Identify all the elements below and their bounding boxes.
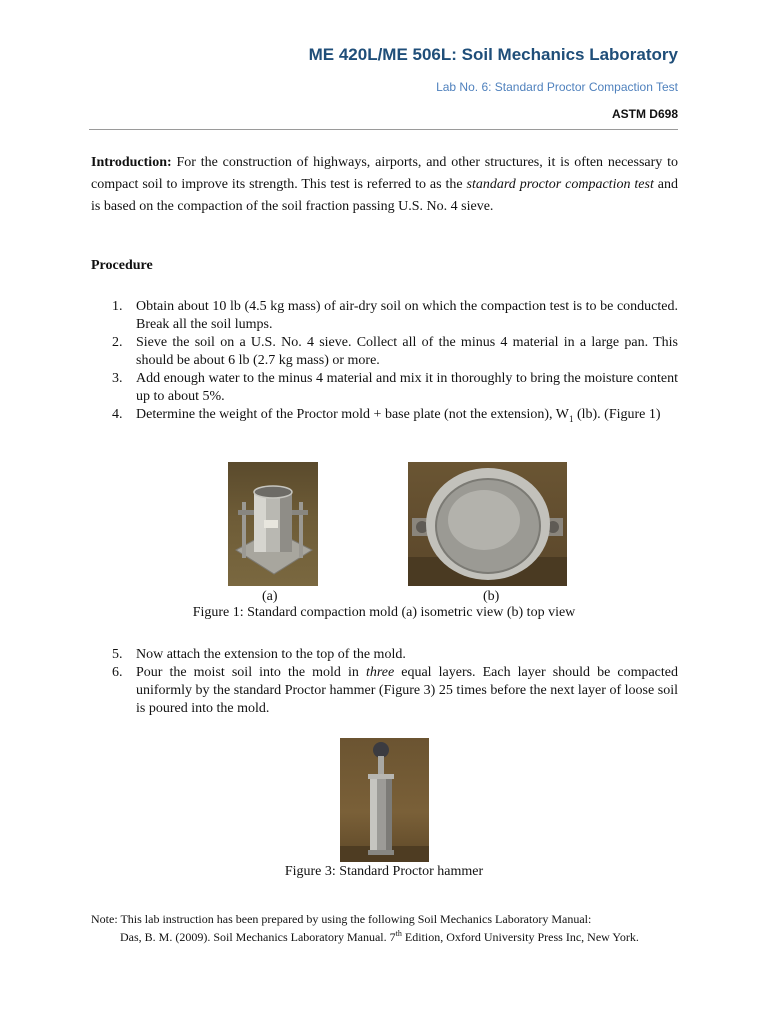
step-number: 2. <box>112 335 123 350</box>
step-emphasis: three <box>365 665 395 680</box>
introduction-paragraph <box>91 152 678 218</box>
procedure-steps-part-1 <box>91 298 678 428</box>
citation-text-continued: Edition, Oxford University Press Inc, New York. <box>401 930 639 944</box>
step-number: 4. <box>112 407 123 422</box>
step-text: Obtain about 10 lb (4.5 kg mass) of air-dry soil on which the compaction test is to be conducted. Break all the soil lumps. <box>136 299 678 332</box>
step-number: 6. <box>112 665 123 680</box>
citation-superscript: th <box>395 929 402 938</box>
introduction-label: Introduction: <box>91 155 172 170</box>
procedure-steps-part-2 <box>91 646 678 718</box>
lab-title: Lab No. 6: Standard Proctor Compaction Test <box>436 80 678 94</box>
compaction-mold-top-view-photo <box>408 462 567 586</box>
course-title: ME 420L/ME 506L: Soil Mechanics Laboratory <box>308 45 678 64</box>
introduction-text-2: and is based on the compaction of the soil fraction passing U.S. No. 4 sieve. <box>91 177 678 214</box>
introduction-emphasis: standard proctor compaction test <box>466 177 654 192</box>
step-text: Sieve the soil on a U.S. No. 4 sieve. Collect all of the minus 4 material in a large pan. This should be about 6 lb (2.7 kg mass) or more. <box>136 335 678 368</box>
figure-1a-label: (a) <box>262 589 278 604</box>
procedure-step-3 <box>91 370 678 406</box>
step-text: Determine the weight of the Proctor mold + base plate (not the extension), W <box>136 407 569 422</box>
step-number: 5. <box>112 647 123 662</box>
step-text-continued: equal layers. Each layer should be compacted uniformly by the standard Proctor hammer (Figure 3) 25 times before the next layer of loose soil is poured into the mold. <box>136 665 679 716</box>
figure-1b-label: (b) <box>483 589 500 604</box>
figure-3-caption: Figure 3: Standard Proctor hammer <box>284 864 484 879</box>
figure-1-caption: Figure 1: Standard compaction mold (a) isometric view (b) top view <box>192 605 576 620</box>
reference-citation <box>120 929 639 945</box>
step-text: Now attach the extension to the top of the mold. <box>136 647 406 662</box>
astm-standard: ASTM D698 <box>611 107 678 121</box>
step-text: Add enough water to the minus 4 material and mix it in thoroughly to bring the moisture content up to about 5%. <box>136 371 678 404</box>
citation-text: Das, B. M. (2009). Soil Mechanics Laboratory Manual. 7 <box>120 930 396 944</box>
procedure-step-5 <box>91 646 678 664</box>
procedure-heading: Procedure <box>91 258 153 273</box>
step-number: 3. <box>112 371 123 386</box>
step-number: 1. <box>112 299 123 314</box>
proctor-hammer-photo <box>340 738 429 862</box>
compaction-mold-isometric-photo <box>228 462 318 586</box>
header-divider <box>89 129 678 130</box>
procedure-step-1 <box>91 298 678 334</box>
reference-note: Note: This lab instruction has been prepared by using the following Soil Mechanics Laboratory Manual: <box>91 912 592 926</box>
procedure-step-6 <box>91 664 678 718</box>
procedure-step-4 <box>91 406 678 428</box>
step-text: Pour the moist soil into the mold in <box>136 665 366 680</box>
step-text-continued: (lb). (Figure 1) <box>573 407 661 422</box>
procedure-step-2 <box>91 334 678 370</box>
step-subscript: 1 <box>568 413 574 424</box>
introduction-text-1: For the construction of highways, airports, and other structures, it is often necessary to compact soil to improve its strength. This test is referred to as the <box>91 155 678 192</box>
